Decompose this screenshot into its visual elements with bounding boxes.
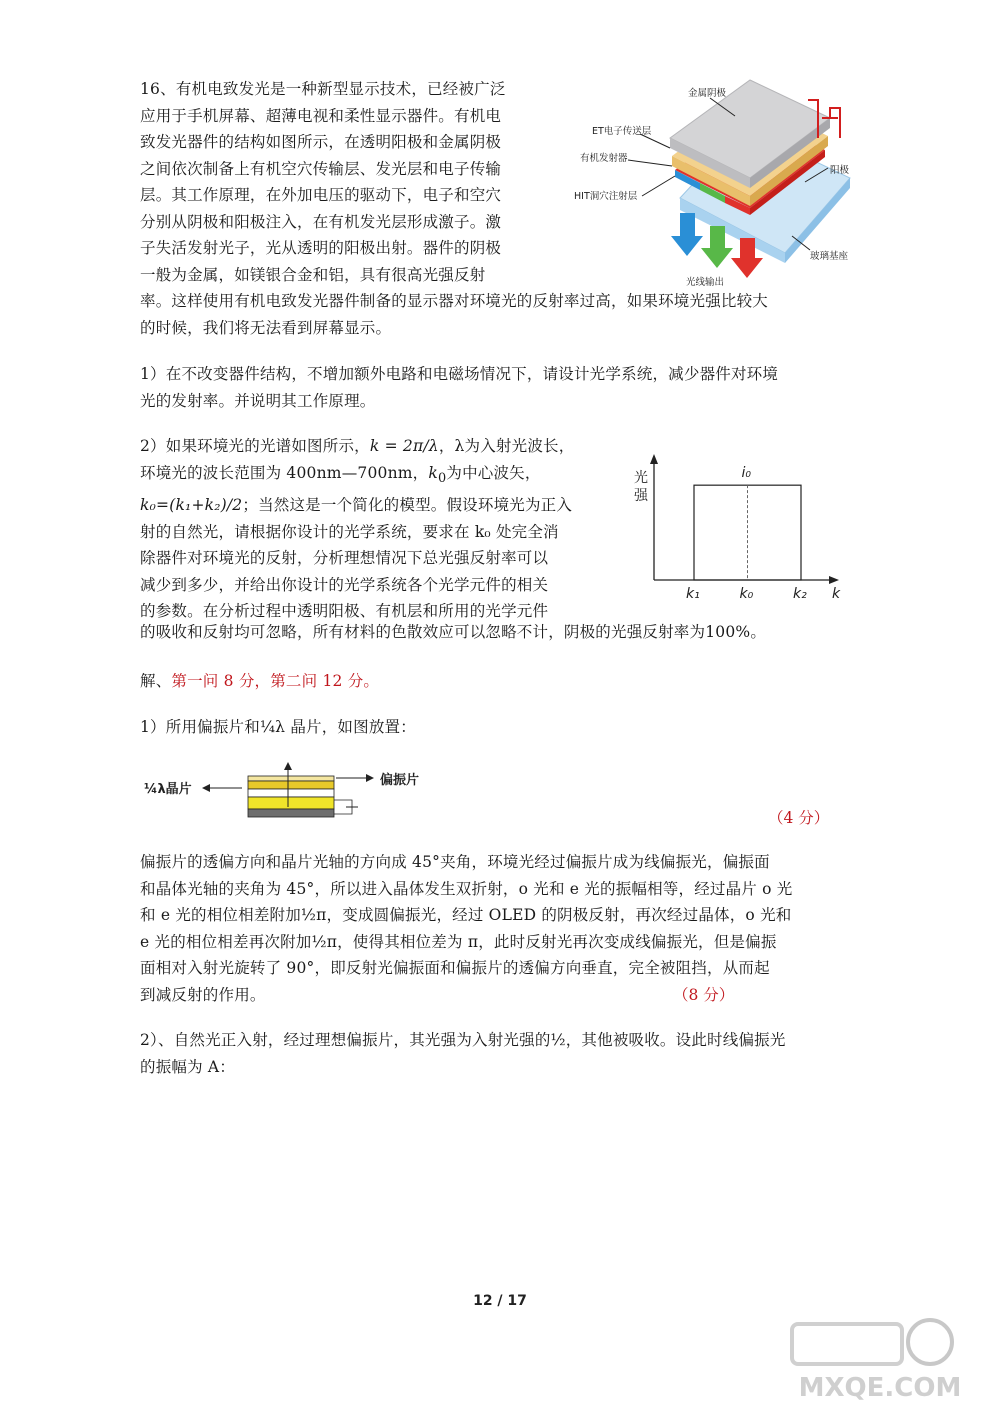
- label-waveplate: ¼λ晶片: [144, 782, 192, 797]
- score-part1-explanation: （8 分）: [673, 986, 735, 1004]
- leader-line: [628, 160, 672, 166]
- solution-part1-paragraph: [140, 849, 870, 1008]
- solution-line: 和 e 光的相位相差附加½π，变成圆偏振光，经过 OLED 的阴极反射，再次经过晶体，o 光和: [140, 906, 792, 924]
- part2-paragraph: [140, 433, 610, 625]
- polarizer-layer: [248, 776, 334, 781]
- part2-line: 减少到多少，并给出你设计的光学系统各个光学元件的相关: [140, 575, 549, 594]
- part2-line: 的参数。在分析过程中透明阳极、有机层和所用的光学元件: [140, 602, 549, 621]
- formula-k0: k₀=(k₁+k₂)/2: [140, 496, 243, 515]
- label-hit: HIT洞穴注射层: [574, 191, 638, 202]
- label-glass: 玻璃基座: [810, 251, 849, 262]
- polarizer-figure: [140, 762, 440, 824]
- label-emitter: 有机发射器: [580, 153, 628, 164]
- part1-line: 1）在不改变器件结构，不增加额外电路和电磁场情况下，请设计光学系统，减少器件对环境: [140, 365, 779, 383]
- q16-line: 分别从阴极和阳极注入，在有机发光层形成激子。激: [140, 212, 502, 231]
- leader-line: [642, 176, 675, 196]
- part1-line: 光的发射率。并说明其工作原理。: [140, 391, 376, 410]
- part2-line: 射的自然光，请根据你设计的光学系统，要求在 k₀ 处完全消: [140, 522, 559, 541]
- solution-line: 到减反射的作用。: [140, 985, 266, 1004]
- label-polarizer: 偏振片: [380, 773, 420, 788]
- watermark-logo: [780, 1316, 980, 1406]
- label-et: ET电子传送层: [592, 126, 652, 137]
- solution-line: 和晶体光轴的夹角为 45°，所以进入晶体发生双折射，o 光和 e 光的振幅相等，经过晶片 o 光: [140, 879, 793, 898]
- formula-k: k = 2π/λ: [369, 437, 439, 455]
- label-anode: 阳极: [830, 165, 850, 176]
- score-part1: （4 分）: [768, 809, 830, 827]
- q16-line: 之间依次制备上有机空穴传输层、发光层和电子传输: [140, 159, 502, 178]
- substrate-layer: [248, 789, 334, 797]
- part2-line: 2）如果环境光的光谱如图所示，k = 2π/λ，λ为入射光波长，: [140, 437, 575, 455]
- watermark-site: MXQE.COM: [798, 1373, 962, 1403]
- solution-part1-intro: 1）所用偏振片和¼λ 晶片，如图放置：: [140, 718, 416, 736]
- solution-part2-paragraph: [140, 1027, 870, 1080]
- x-tick-k2: k₂: [793, 586, 807, 602]
- label-output: 光线输出: [686, 277, 725, 288]
- y-axis-arrow: [650, 454, 658, 464]
- part2-line: 除器件对环境光的反射，分析理想情况下总光强反射率可以: [140, 549, 549, 568]
- part1-paragraph: [140, 361, 860, 414]
- blue-arrow: [671, 213, 703, 256]
- q16-line: 子失活发射光子，光从透明的阳极出射。器件的阴极: [140, 239, 502, 257]
- y-axis-label-2: 强: [634, 488, 648, 504]
- circuit-wire-2: [830, 108, 840, 138]
- q16-line: 率。这样使用有机电致发光器件制备的显示器对环境光的反射率过高，如果环境光强比较大: [140, 292, 769, 310]
- peak-label: i₀: [741, 465, 752, 482]
- spectrum-chart: [626, 452, 856, 607]
- page-number: 12 / 17: [473, 1293, 527, 1309]
- solution-line: e 光的相位相差再次附加½π，使得其相位差为 π，此时反射光再次变成线偏振光，但是偏振: [140, 932, 777, 951]
- solution-heading: [140, 668, 379, 695]
- y-axis-label-1: 光: [634, 470, 648, 486]
- arrow-to-waveplate-head: [202, 784, 210, 792]
- x-axis-label: k: [832, 586, 841, 602]
- label-metal-cathode: 金属阴极: [688, 88, 727, 99]
- q16-line: 一般为金属，如镁银合金和铝，具有很高光强反射: [140, 265, 486, 284]
- watermark-block: [792, 1324, 902, 1364]
- axis-arrow-head: [284, 762, 292, 770]
- part2-line: 环境光的波长范围为 400nm—700nm，$k_0$为中心波矢，: [140, 463, 541, 486]
- q16-line: 致发光器件的结构如图所示，在透明阳极和金属阴极: [140, 133, 502, 151]
- solution-prefix: 解、: [140, 672, 172, 690]
- q16-line: 层。其工作原理，在外加电压的驱动下，电子和空穴: [140, 186, 502, 204]
- oled-structure-figure: [560, 78, 860, 293]
- solution-line: 2）、自然光正入射，经过理想偏振片，其光强为入射光强的½，其他被吸收。设此时线偏振光: [140, 1031, 786, 1049]
- q16-line: 16、有机电致发光是一种新型显示技术，已经被广泛: [140, 80, 506, 98]
- solution-line: 的振幅为 A：: [140, 1057, 236, 1076]
- watermark-circle: [908, 1320, 952, 1364]
- scoring-note: 第一问 8 分，第二问 12 分。: [171, 672, 380, 690]
- waveplate-layer: [248, 781, 334, 789]
- x-tick-k1: k₁: [686, 586, 700, 602]
- q16-line: 的时候，我们将无法看到屏幕显示。: [140, 318, 392, 337]
- solution-line: 偏振片的透偏方向和晶片光轴的方向成 45°夹角，环境光经过偏振片成为线偏振光，偏振面: [140, 853, 770, 871]
- part2-last-line: 的吸收和反射均可忽略，所有材料的色散效应可以忽略不计，阴极的光强反射率为100%。: [140, 623, 767, 641]
- x-axis-arrow: [829, 576, 839, 584]
- emitter-layer: [248, 797, 334, 809]
- q16-line: 应用于手机屏幕、超薄电视和柔性显示器件。有机电: [140, 106, 502, 125]
- cathode-layer: [248, 809, 334, 817]
- arrow-to-polarizer-head: [366, 774, 374, 782]
- solution-line: 面相对入射光旋转了 90°，即反射光偏振面和偏振片的透偏方向垂直，完全被阻挡，从而起: [140, 959, 770, 977]
- x-tick-k0: k₀: [739, 586, 754, 602]
- part2-line: k₀=(k₁+k₂)/2；当然这是一个简化的模型。假设环境光为正入: [140, 496, 573, 515]
